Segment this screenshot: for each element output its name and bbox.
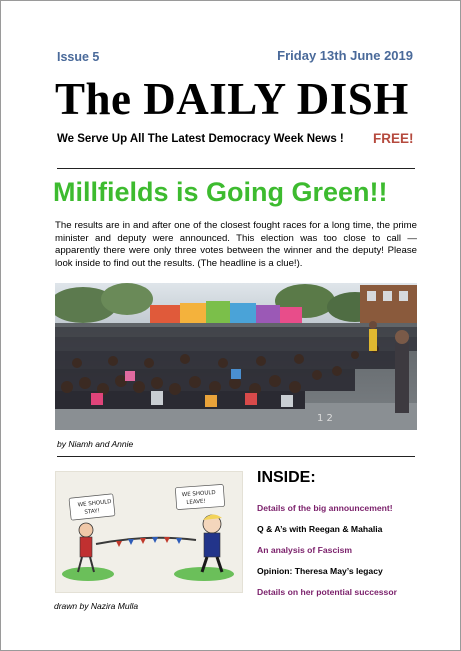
svg-text:WE SHOULD: WE SHOULD [181, 489, 216, 499]
issue-number: Issue 5 [57, 50, 100, 64]
issue-date: Friday 13th June 2019 [277, 48, 413, 63]
svg-text:1 2: 1 2 [317, 413, 333, 424]
svg-text:LEAVE!: LEAVE! [186, 498, 206, 506]
assembly-photo [55, 283, 417, 430]
inside-item-successor: Details on her potential successor [257, 587, 397, 597]
price-label: FREE! [373, 131, 414, 146]
inside-heading: INSIDE: [257, 469, 316, 486]
tug-of-war-drawing [55, 471, 243, 593]
masthead-title: The DAILY DISH [55, 74, 409, 124]
inside-contents-list [257, 503, 457, 608]
tagline: We Serve Up All The Latest Democracy Week News ! [57, 133, 344, 145]
svg-text:STAY!: STAY! [84, 508, 101, 516]
lead-headline: Millfields is Going Green!! [53, 177, 388, 207]
photo-byline: by Niamh and Annie [57, 439, 134, 449]
lead-paragraph: The results are in and after one of the closest fought races for a long time, the prime minister and deputy were announced. This election was too close to call — apparently there were only three votes between the winner and the deputy! Please look inside to find out the results. (The headline is a clue!). [55, 220, 417, 269]
svg-text:WE SHOULD: WE SHOULD [77, 498, 112, 509]
divider-middle [57, 456, 415, 457]
inside-item-qa: Q & A’s with Reegan & Mahalia [257, 524, 383, 534]
inside-item-announcement: Details of the big announcement! [257, 503, 393, 513]
divider-top [57, 168, 415, 169]
inside-item-fascism: An analysis of Fascism [257, 545, 353, 555]
drawing-caption: drawn by Nazira Mulla [54, 601, 139, 611]
inside-item-legacy: Opinion: Theresa May’s legacy [257, 566, 383, 576]
